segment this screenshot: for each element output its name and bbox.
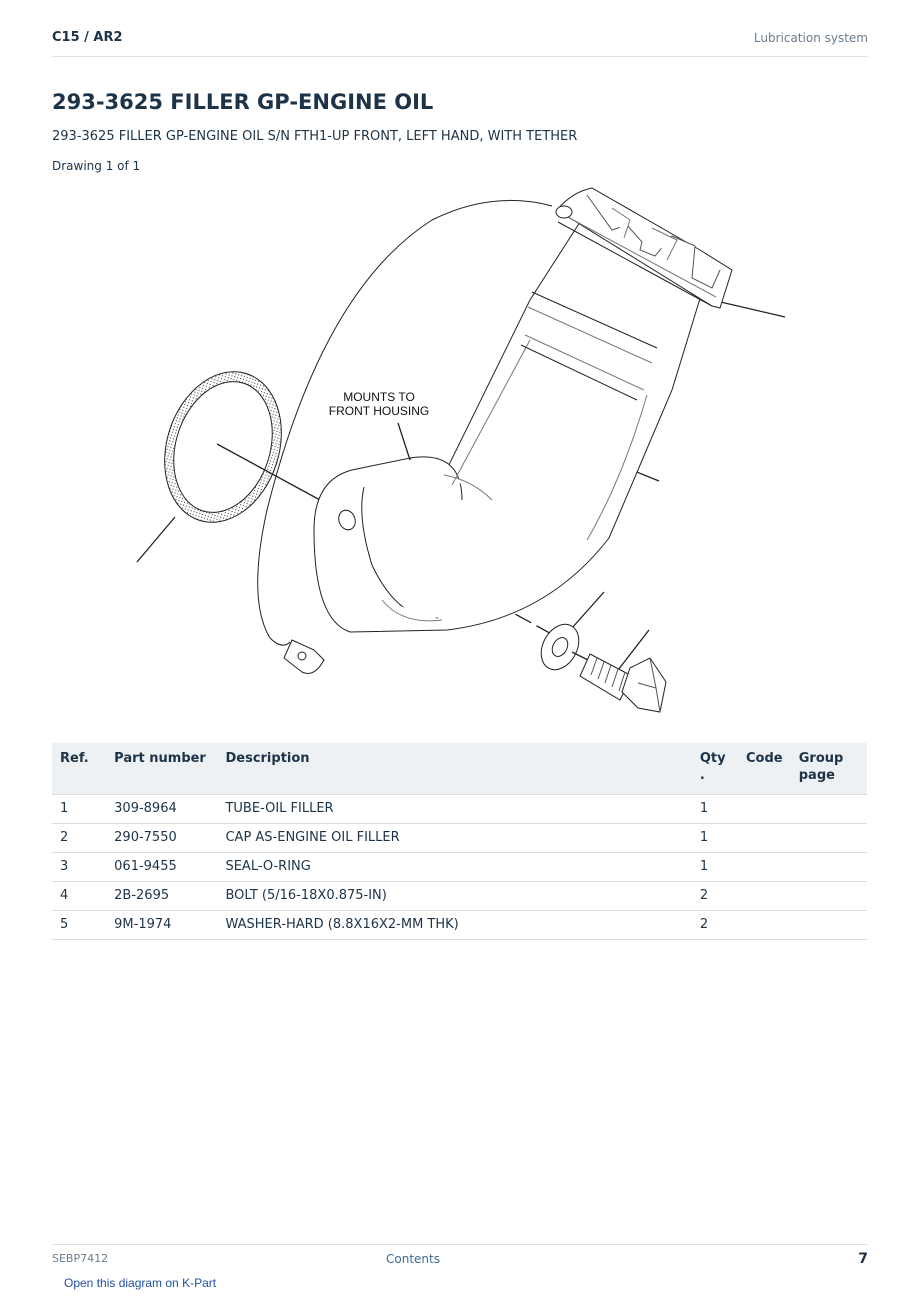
header-group-line-1: Group <box>798 751 844 766</box>
header-group-page <box>791 743 867 795</box>
cell-description: TUBE-OIL FILLER <box>217 795 691 824</box>
table-row <box>52 882 867 911</box>
cell-ref: 3 <box>52 853 106 882</box>
washer <box>534 618 587 676</box>
cell-group-page <box>791 911 867 940</box>
cell-group-page <box>791 853 867 882</box>
header-description: Description <box>217 743 691 795</box>
cell-description: BOLT (5/16-18X0.875-IN) <box>217 882 691 911</box>
page-subtitle: 293-3625 FILLER GP-ENGINE OIL S/N FTH1-UP FRONT, LEFT HAND, WITH TETHER <box>52 129 578 144</box>
cell-description: SEAL-O-RING <box>217 853 691 882</box>
header-ref: Ref. <box>52 743 106 795</box>
cell-ref: 2 <box>52 824 106 853</box>
drawing-label: Drawing 1 of 1 <box>52 159 141 173</box>
cell-part-number: 9M-1974 <box>106 911 217 940</box>
table-row <box>52 824 867 853</box>
header-qty-line-1: Qty <box>699 751 726 766</box>
cell-ref: 4 <box>52 882 106 911</box>
header-code: Code <box>738 743 791 795</box>
cell-part-number: 309-8964 <box>106 795 217 824</box>
cell-code <box>738 882 791 911</box>
cell-code <box>738 853 791 882</box>
cell-part-number: 2B-2695 <box>106 882 217 911</box>
page-header <box>52 28 868 57</box>
page-title: 293-3625 FILLER GP-ENGINE OIL <box>52 90 434 114</box>
parts-table <box>52 743 867 940</box>
section-name: Lubrication system <box>753 31 868 45</box>
table-header-row <box>52 743 867 795</box>
cell-description: CAP AS-ENGINE OIL FILLER <box>217 824 691 853</box>
cell-qty: 1 <box>692 824 738 853</box>
cell-ref: 1 <box>52 795 106 824</box>
document-id: SEBP7412 <box>52 1252 109 1265</box>
cell-qty: 2 <box>692 911 738 940</box>
page-number: 7 <box>858 1251 868 1267</box>
cell-group-page <box>791 882 867 911</box>
table-row <box>52 853 867 882</box>
table-row <box>52 795 867 824</box>
cell-part-number: 290-7550 <box>106 824 217 853</box>
cell-group-page <box>791 824 867 853</box>
open-k-part-link[interactable]: Open this diagram on K-Part <box>64 1276 217 1290</box>
callout-line-1: MOUNTS TO <box>343 390 415 404</box>
cell-code <box>738 824 791 853</box>
cell-qty: 1 <box>692 795 738 824</box>
table-row <box>52 911 867 940</box>
header-part-number: Part number <box>106 743 217 795</box>
cell-qty: 1 <box>692 853 738 882</box>
header-qty <box>692 743 738 795</box>
oil-filler-tube <box>314 222 702 632</box>
footer-divider <box>52 1244 868 1245</box>
cell-group-page <box>791 795 867 824</box>
callout-line-2: FRONT HOUSING <box>328 404 430 418</box>
cell-description: WASHER-HARD (8.8X16X2-MM THK) <box>217 911 691 940</box>
cell-ref: 5 <box>52 911 106 940</box>
breadcrumb: C15 / AR2 <box>52 30 123 45</box>
contents-link[interactable]: Contents <box>386 1252 440 1266</box>
cell-code <box>738 911 791 940</box>
cell-part-number: 061-9455 <box>106 853 217 882</box>
cell-qty: 2 <box>692 882 738 911</box>
header-qty-line-2: . <box>699 768 705 783</box>
parts-diagram <box>52 180 867 725</box>
header-group-line-2: page <box>798 768 835 783</box>
cell-code <box>738 795 791 824</box>
